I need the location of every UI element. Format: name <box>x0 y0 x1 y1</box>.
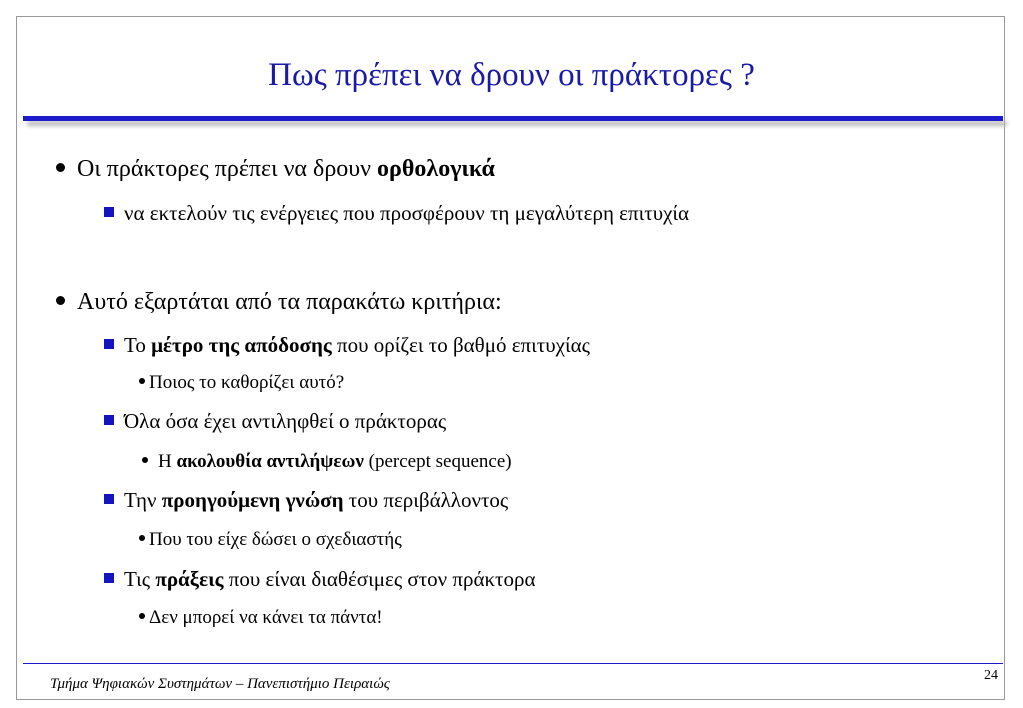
bullet-2-sub-1-sub-1-text: Ποιος το καθορίζει αυτό? <box>149 372 345 393</box>
bullet-2-sub-3 <box>104 490 508 511</box>
bullet-1-sub-1-text: να εκτελούν τις ενέργειες που προσφέρουν τη μεγαλύτερη επιτυχία <box>124 201 690 225</box>
bullet-2-sub-2-text: Όλα όσα έχει αντιληφθεί ο πράκτορας <box>124 409 447 433</box>
bullet-2-sub-1-after: που ορίζει το βαθμό επιτυχίας <box>331 333 590 357</box>
square-bullet-icon <box>104 415 114 425</box>
bullet-2-sub-4-after: που είναι διαθέσιμες στον πράκτορα <box>223 567 536 591</box>
bullet-2-text: Αυτό εξαρτάται από τα παρακάτω κριτήρια: <box>77 289 502 315</box>
page-number: 24 <box>984 668 998 683</box>
bullet-2-sub-1-sub-1 <box>139 373 344 392</box>
bullet-2-sub-3-sub-1 <box>139 530 402 549</box>
small-bullet-dot-icon <box>139 613 145 619</box>
bullet-2-sub-2-sub-1-after: (percept sequence) <box>363 451 512 472</box>
square-bullet-icon <box>104 494 114 504</box>
footer-institution: Τμήμα Ψηφιακών Συστημάτων – Πανεπιστήμιο Πειραιώς <box>50 676 390 692</box>
bullet-2-sub-2-sub-1-bold: ακολουθία αντιλήψεων <box>176 451 364 472</box>
bullet-2-sub-1-bold: μέτρο της απόδοσης <box>151 333 332 357</box>
bullet-2-sub-1-before: Το <box>124 333 152 357</box>
bullet-2-sub-2 <box>104 411 446 432</box>
bullet-2-sub-3-before: Την <box>124 488 162 512</box>
bullet-2-sub-4-bold: πράξεις <box>155 567 224 591</box>
bullet-2-sub-3-bold: προηγούμενη γνώση <box>161 488 344 512</box>
square-bullet-icon <box>104 339 114 349</box>
bullet-1-sub-1 <box>104 203 689 224</box>
small-bullet-dot-icon <box>139 535 145 541</box>
bullet-1-text: Οι πράκτορες πρέπει να δρουν <box>77 156 378 182</box>
bullet-2-sub-2-sub-1-before: Η <box>158 451 177 472</box>
bullet-2-sub-1 <box>104 335 590 356</box>
bullet-2 <box>56 290 502 314</box>
bullet-dot-icon <box>56 163 65 172</box>
bullet-2-sub-4 <box>104 569 535 590</box>
footer-rule <box>23 663 1003 664</box>
bullet-2-sub-4-sub-1 <box>139 608 383 627</box>
bullet-2-sub-4-before: Τις <box>124 567 156 591</box>
bullet-1-bold: ορθολογικά <box>377 156 495 182</box>
bullet-dot-icon <box>56 296 65 305</box>
bullet-2-sub-4-sub-1-text: Δεν μπορεί να κάνει τα πάντα! <box>149 607 383 628</box>
small-bullet-dot-icon <box>139 378 145 384</box>
bullet-2-sub-3-sub-1-text: Που του είχε δώσει ο σχεδιαστής <box>149 529 402 550</box>
small-bullet-dot-icon <box>142 457 148 463</box>
square-bullet-icon <box>104 207 114 217</box>
slide-title: Πως πρέπει να δρουν οι πράκτορες ? <box>268 57 755 93</box>
bullet-1 <box>56 157 495 181</box>
square-bullet-icon <box>104 573 114 583</box>
bullet-2-sub-2-sub-1 <box>142 452 512 471</box>
bullet-2-sub-3-after: του περιβάλλοντος <box>343 488 509 512</box>
